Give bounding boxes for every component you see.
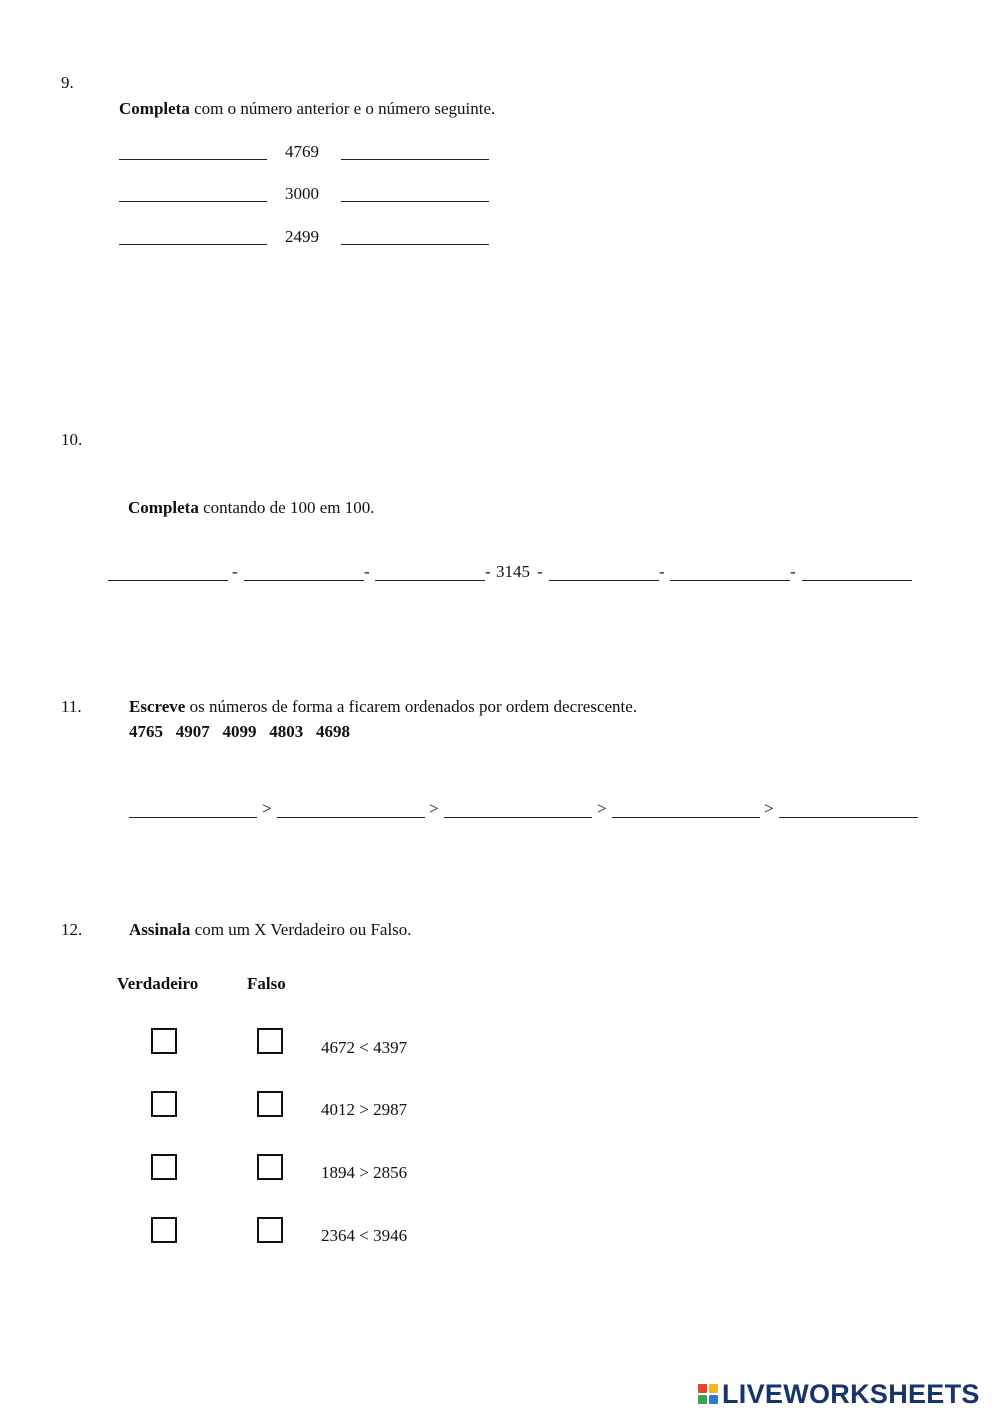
q10-blank-4[interactable]	[549, 580, 659, 581]
q11-greater-sign: >	[262, 799, 272, 818]
q11-number: 11.	[61, 697, 82, 716]
q12-row1-false-checkbox[interactable]	[257, 1028, 283, 1054]
q12-header-false: Falso	[247, 974, 286, 993]
liveworksheets-logo-icon	[698, 1384, 718, 1404]
q11-blank-3[interactable]	[444, 817, 592, 818]
q12-row3-false-checkbox[interactable]	[257, 1154, 283, 1180]
q9-row1-before-blank[interactable]	[119, 159, 267, 160]
q12-instruction-bold: Assinala	[129, 920, 191, 939]
q12-row2-true-checkbox[interactable]	[151, 1091, 177, 1117]
q9-row3-number: 2499	[285, 227, 319, 246]
q10-dash-2: -	[364, 562, 370, 581]
q12-row2-statement: 4012 > 2987	[321, 1100, 408, 1119]
q12-row2-false-checkbox[interactable]	[257, 1091, 283, 1117]
q10-given-number: 3145	[496, 562, 530, 581]
q10-instruction-text: contando de 100 em 100.	[198, 498, 375, 517]
q11-blank-2[interactable]	[277, 817, 425, 818]
q10-blank-2[interactable]	[244, 580, 364, 581]
q12-number: 12.	[61, 920, 83, 939]
q11-list-number: 4698	[316, 722, 350, 741]
q11-list-number: 4803	[269, 722, 304, 741]
q9-instruction-text: com o número anterior e o número seguinte.	[189, 99, 496, 118]
q12-row4-statement: 2364 < 3946	[321, 1226, 408, 1245]
q12-row1-statement: 4672 < 4397	[321, 1038, 408, 1057]
q12-row4-true-checkbox[interactable]	[151, 1217, 177, 1243]
liveworksheets-logo	[698, 1380, 980, 1408]
q9-row1-number: 4769	[285, 142, 319, 161]
q10-blank-3[interactable]	[375, 580, 485, 581]
q11-list-number: 4765	[129, 722, 163, 741]
q9-row3-before-blank[interactable]	[119, 244, 267, 245]
q10-dash-3: -	[485, 562, 491, 581]
q10-instruction	[128, 499, 374, 516]
q9-row2-before-blank[interactable]	[119, 201, 267, 202]
q10-blank-5[interactable]	[670, 580, 790, 581]
q11-instruction	[129, 698, 637, 715]
q11-blank-4[interactable]	[612, 817, 760, 818]
q9-row1-after-blank[interactable]	[341, 159, 489, 160]
q11-instruction-bold: Escreve	[129, 697, 186, 716]
q10-instruction-bold: Completa	[128, 498, 199, 517]
q11-number-list	[129, 723, 350, 740]
q12-instruction	[129, 921, 412, 938]
q12-row3-statement: 1894 > 2856	[321, 1163, 408, 1182]
logo-square-icon	[698, 1384, 707, 1393]
q10-dash-1: -	[232, 562, 238, 581]
q9-row2-after-blank[interactable]	[341, 201, 489, 202]
q12-row1-true-checkbox[interactable]	[151, 1028, 177, 1054]
q10-dash-6: -	[790, 562, 796, 581]
logo-square-icon	[698, 1395, 707, 1404]
q12-row3-true-checkbox[interactable]	[151, 1154, 177, 1180]
q12-instruction-text: com um X Verdadeiro ou Falso.	[190, 920, 412, 939]
q11-greater-sign: >	[764, 799, 774, 818]
liveworksheets-logo-text: LIVEWORKSHEETS	[722, 1378, 980, 1409]
q11-blank-1[interactable]	[129, 817, 257, 818]
q12-header-true: Verdadeiro	[117, 974, 199, 993]
q9-instruction-bold: Completa	[119, 99, 190, 118]
q10-blank-1[interactable]	[108, 580, 228, 581]
logo-square-icon	[709, 1384, 718, 1393]
q9-instruction	[119, 100, 495, 117]
q10-dash-4: -	[537, 562, 543, 581]
q11-instruction-text: os números de forma a ficarem ordenados por ordem decrescente.	[185, 697, 638, 716]
logo-square-icon	[709, 1395, 718, 1404]
q11-blank-5[interactable]	[779, 817, 918, 818]
q9-row3-after-blank[interactable]	[341, 244, 489, 245]
q10-number: 10.	[61, 430, 83, 449]
q10-blank-6[interactable]	[802, 580, 912, 581]
q12-row4-false-checkbox[interactable]	[257, 1217, 283, 1243]
q11-list-number: 4907	[175, 722, 210, 741]
q11-greater-sign: >	[597, 799, 607, 818]
q9-row2-number: 3000	[285, 184, 319, 203]
q10-dash-5: -	[659, 562, 665, 581]
q9-number: 9.	[61, 73, 74, 92]
q11-list-number: 4099	[222, 722, 257, 741]
q11-greater-sign: >	[429, 799, 439, 818]
